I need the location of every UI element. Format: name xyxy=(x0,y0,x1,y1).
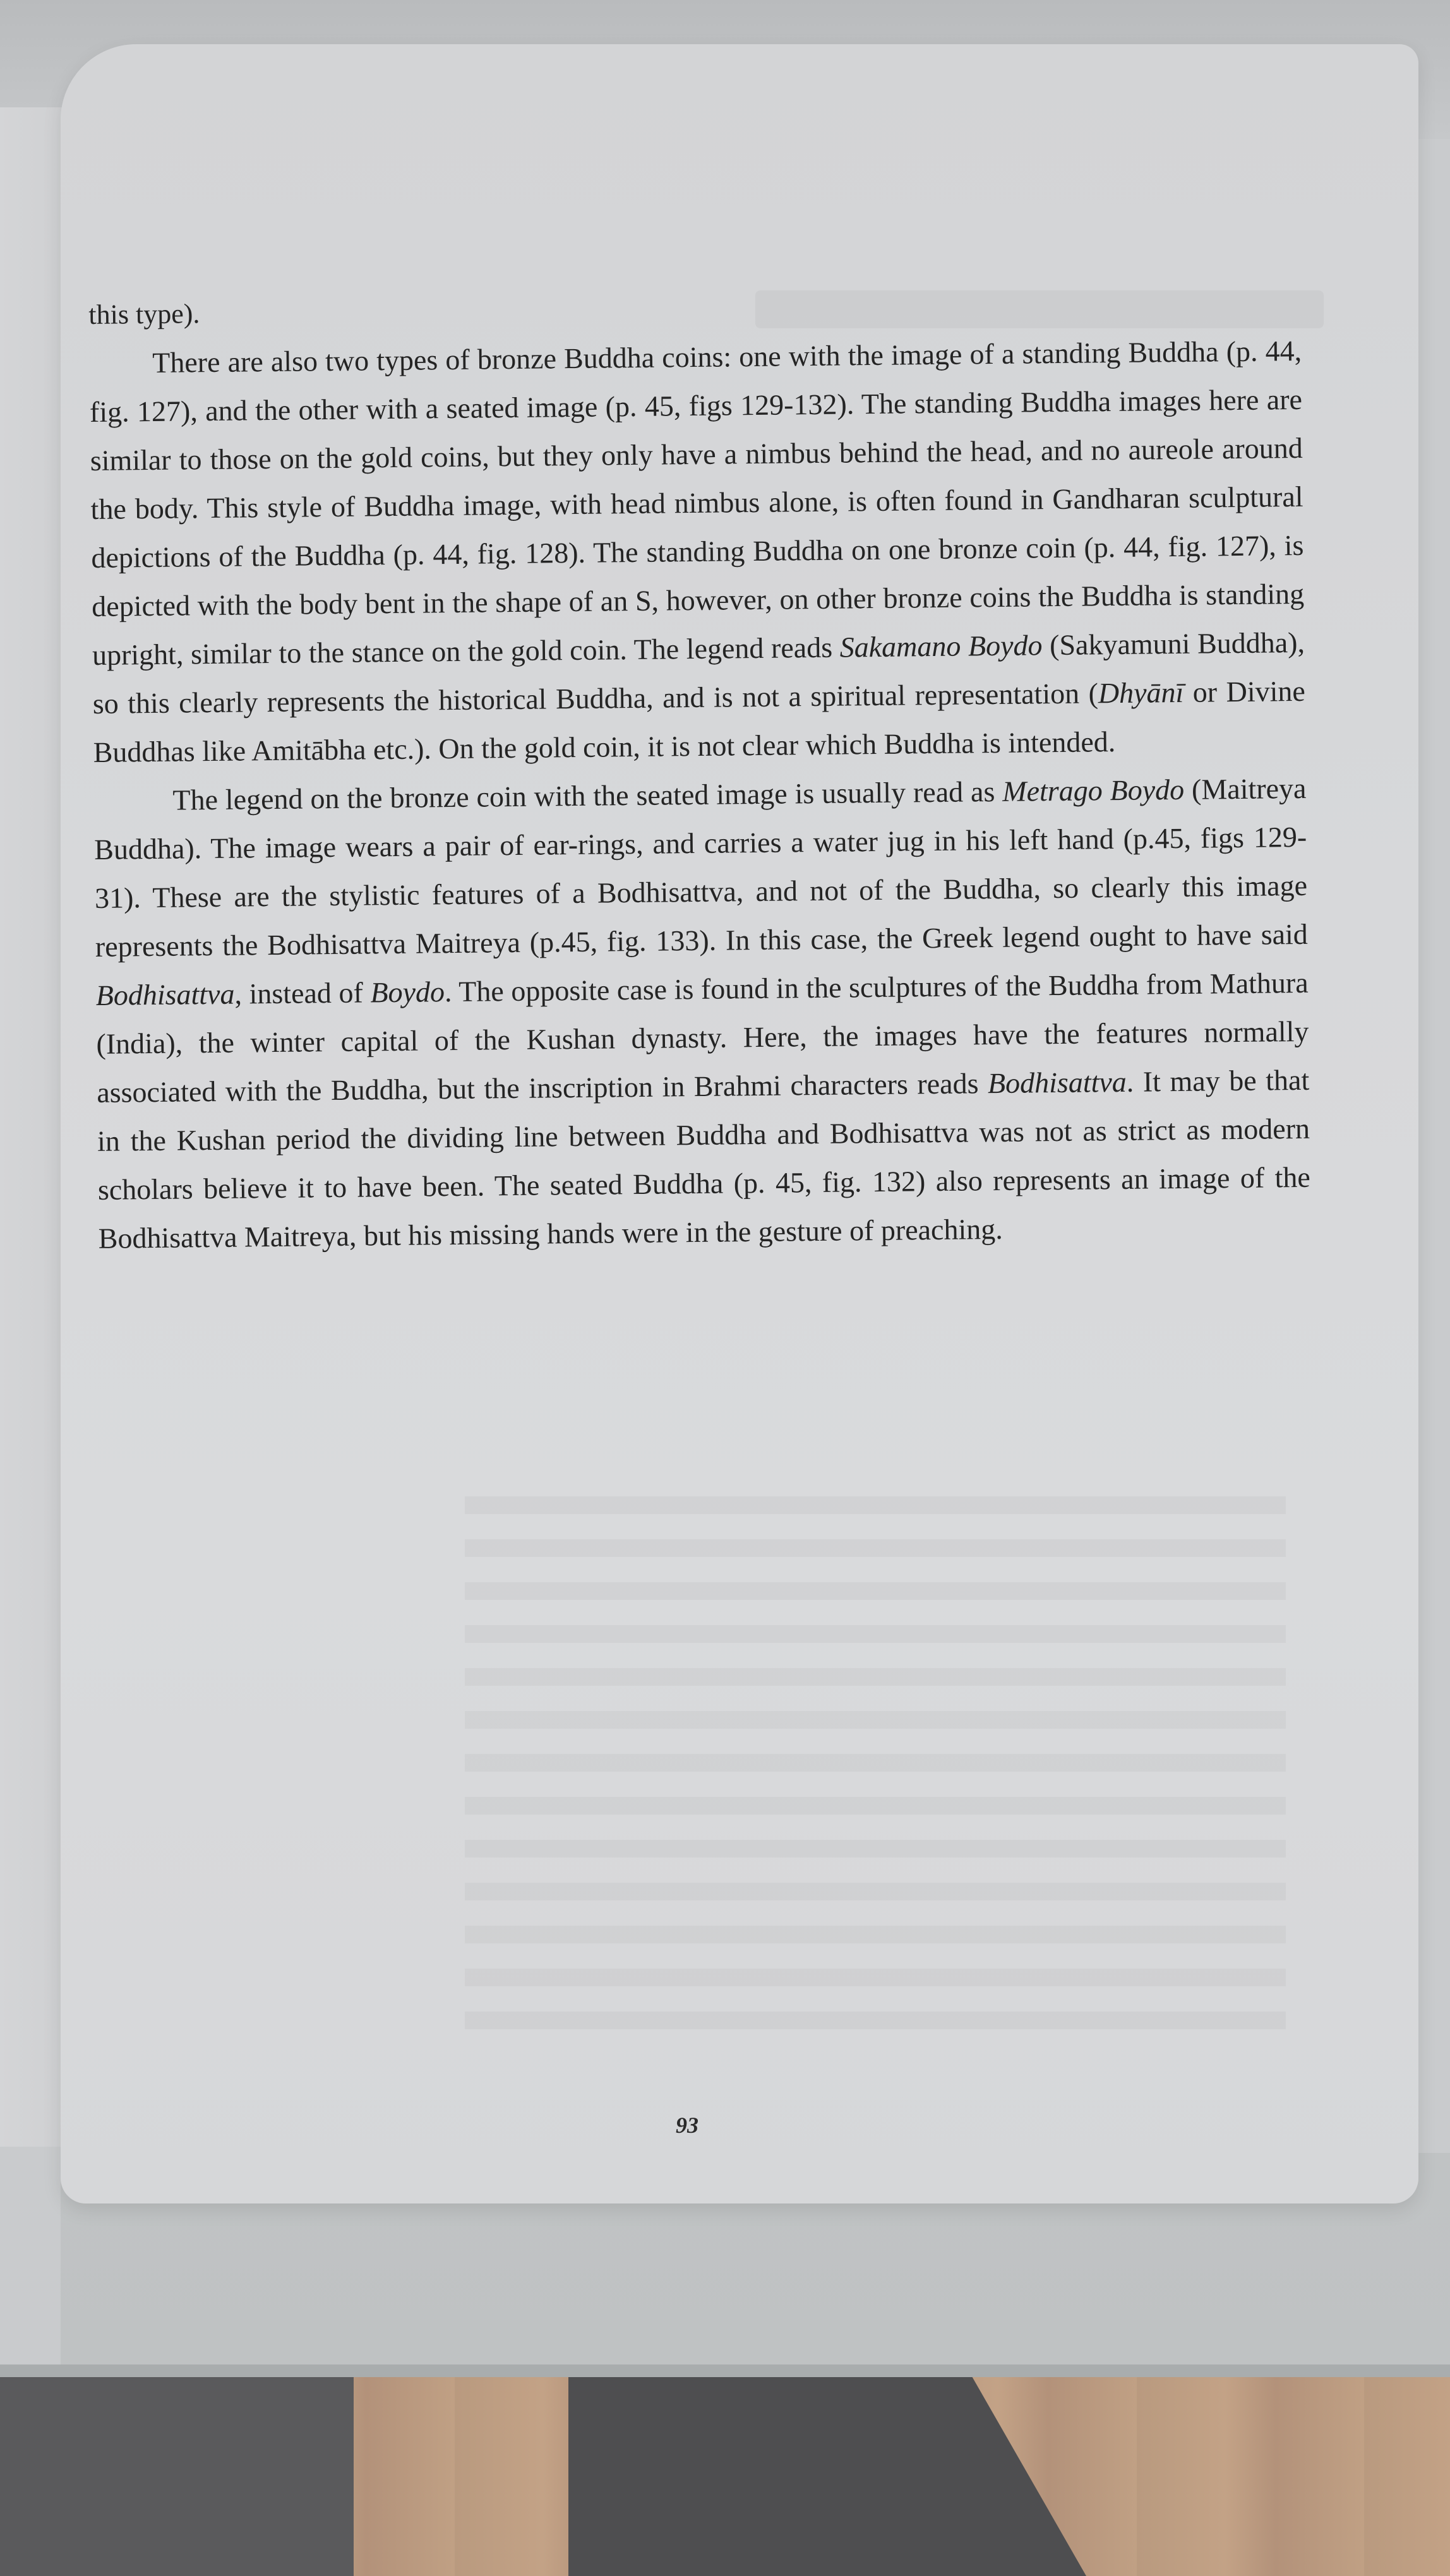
text-run: , instead of xyxy=(234,976,371,1010)
text-run: (Maitreya Buddha). The image wears a pair of ear-rings, and carries a water jug in his left hand (p.45, figs 129-31). These are the stylistic features of a Bodhisattva, and not of the Buddha, so clearly this image represents the Bodhisattva Maitreya (p.45, fig. 133). In this case, the Greek legend ought to have said xyxy=(94,772,1309,963)
italic-term: Bodhisattva xyxy=(95,977,235,1011)
left-foot xyxy=(0,2377,354,2576)
text-run: (Sakyamuni Buddha), so this clearly represents the historical Buddha, and is not a spiritual representation ( xyxy=(92,626,1305,720)
italic-term: Boydo xyxy=(370,975,445,1009)
italic-term: Bodhisattva xyxy=(987,1065,1127,1100)
page-number: 93 xyxy=(676,2113,698,2138)
table-edge xyxy=(0,2364,1450,2377)
italic-term: Sakamano Boydo xyxy=(839,629,1043,664)
paragraph-2 xyxy=(93,764,1311,1263)
text-run: There are also two types of bronze Buddha coins: one with the image of a standing Buddha (p. 44, fig. 127), and the other with a seated image (p. 45, figs 129-132). The standing Buddha images here are similar to those on the gold coins, but they only have a nimbus behind the head, and no aureole around the body. This style of Buddha image, with head nimbus alone, is often found in Gandharan sculptural depictions of the Buddha (p. 44, fig. 128). The standing Buddha on one bronze coin (p. 44, fig. 127), is depicted with the body bent in the shape of an S, however, on other bronze coins the Buddha is standing upright, similar to the stance on the gold coin. The legend reads xyxy=(89,334,1305,671)
page-text xyxy=(88,278,1311,1263)
text-run: The legend on the bronze coin with the seated image is usually read as xyxy=(172,775,1003,816)
continued-line: this type). xyxy=(88,298,200,330)
text-run: . It may be that in the Kushan period the dividing line between Buddha and Bodhisattva was not as strict as modern scholars believe it to have been. The seated Buddha (p. 45, fig. 132) also represents an image of the Bodhisattva Maitreya, but his missing hands were in the gesture of preaching. xyxy=(97,1063,1311,1255)
text-run: . The opposite case is found in the sculptures of the Buddha from Mathura (India), the winter capital of the Kushan dynasty. Here, the images have the features normally associated with the Buddha, but the inscription in Brahmi characters reads xyxy=(96,966,1309,1109)
text-run: or Divine Buddhas like Amitābha etc.). On the gold coin, it is not clear which Buddha is intended. xyxy=(93,674,1306,768)
italic-term: Metrago Boydo xyxy=(1002,773,1185,808)
paragraph-1 xyxy=(89,326,1306,777)
italic-term: Dhyānī xyxy=(1098,676,1184,710)
show-through-text xyxy=(465,1471,1286,2039)
